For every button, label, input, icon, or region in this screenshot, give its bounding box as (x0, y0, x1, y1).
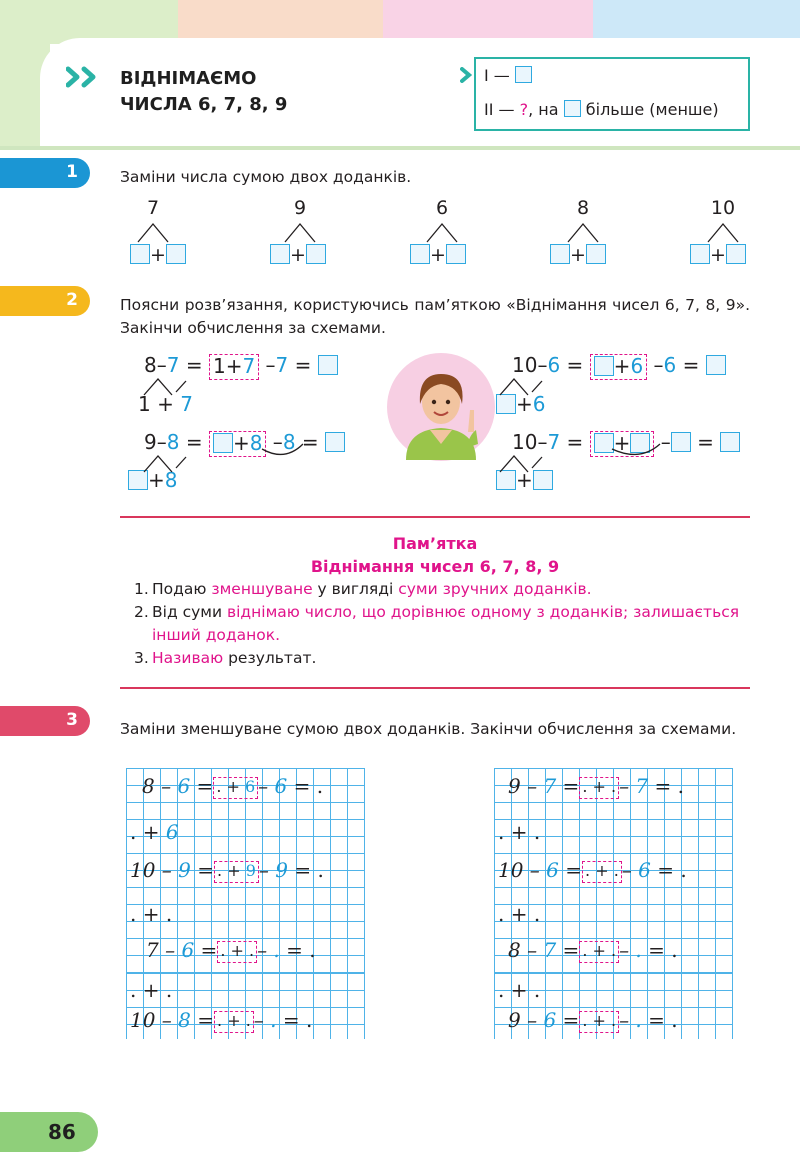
dashed-group: +8 (209, 431, 267, 457)
grid-decomposition: . + . (130, 978, 173, 1002)
memo-item-3: 3. Називаю результат. (134, 649, 317, 667)
dashed-group: +6 (590, 354, 648, 380)
legend-row2-label: II — (484, 100, 515, 119)
lesson-title-line1: ВІДНІМАЄМО (120, 68, 257, 89)
tree-number: 8 (576, 197, 590, 219)
grid-expression: 10 – 9 = . + 9 – 9 = . (130, 858, 324, 882)
tree-number: 6 (435, 197, 449, 219)
grid-expression: 9 – 7 = . + . – 7 = . (508, 774, 684, 798)
sum-pair: + (130, 244, 186, 266)
dashed-group: + (590, 431, 655, 457)
lesson-title-line2: ЧИСЛА 6, 7, 8, 9 (120, 94, 288, 115)
teacher-illustration (386, 352, 496, 466)
decomposition-2: +8 (128, 468, 178, 492)
legend-question: ? (519, 100, 529, 119)
grid-expression: 10 – 8 = . + . – . = . (130, 1008, 313, 1032)
task-1-text: Заміни числа сумою двох доданків. (120, 168, 412, 186)
sum-pair: + (270, 244, 326, 266)
grid-decomposition: . + . (498, 820, 541, 844)
sum-pair: + (550, 244, 606, 266)
memo-top-rule (120, 516, 750, 518)
memo (120, 532, 750, 670)
grid-expression: 8 – 6 = . + 6 – 6 = . (142, 774, 324, 798)
legend-row1-label: I — (484, 66, 510, 85)
tree-number: 9 (293, 197, 307, 219)
decomposition-3: +6 (496, 392, 546, 416)
grid-expression: 9 – 6 = . + . – . = . (508, 1008, 678, 1032)
expression-1: 8–7 = 1+7 –7 = (144, 353, 338, 380)
task-2-text: Поясни розв’язання, користуючись пам’яткою «Віднімання чисел 6, 7, 8, 9». Закінчи обчислення за схемами. (120, 296, 750, 337)
expression-2: 9–8 = +8 –8 = (144, 430, 345, 457)
sum-pair: + (690, 244, 746, 266)
expression-4: 10–7 = + – = (512, 430, 740, 457)
memo-bottom-rule (120, 687, 750, 689)
legend-row2-suffix: більше (менше) (585, 100, 719, 119)
task-2-badge: 2 (0, 286, 90, 316)
task-3-badge: 3 (0, 706, 90, 736)
task-3-text: Заміни зменшуване сумою двох доданків. Закінчи обчислення за схемами. (120, 720, 737, 738)
decomposition-1: 1 + 7 (138, 392, 193, 416)
grid-decomposition: . + . (130, 902, 173, 926)
grid-expression: 7 – 6 = . + . – . = . (146, 938, 316, 962)
grid-expression: 10 – 6 = . + . – 6 = . (498, 858, 687, 882)
grid-decomposition: . + . (498, 978, 541, 1002)
expression-3: 10–6 = +6 –6 = (512, 353, 726, 380)
memo-item-2: 2. Від суми віднімаю число, що дорівнює одному з доданків; залишається інший доданок. (134, 603, 740, 644)
sum-pair: + (410, 244, 466, 266)
grid-decomposition: . + 6 (130, 820, 179, 844)
memo-item-1: 1. Подаю зменшуване у вигляді суми зручних доданків. (134, 580, 592, 598)
grid-expression: 8 – 7 = . + . – . = . (508, 938, 678, 962)
legend-row2-mid: , на (528, 100, 559, 119)
decomposition-4: + (496, 468, 553, 492)
grid-decomposition: . + . (498, 902, 541, 926)
dashed-group: 1+7 (209, 354, 259, 380)
memo-title: Пам’ятка (392, 534, 478, 553)
tree-number: 7 (146, 197, 160, 219)
tree-number: 10 (710, 197, 736, 219)
task-1-badge: 1 (0, 158, 90, 188)
page-number-tab (0, 1112, 98, 1152)
memo-subtitle: Віднімання чисел 6, 7, 8, 9 (310, 557, 560, 576)
page-number: 86 (48, 1120, 76, 1144)
